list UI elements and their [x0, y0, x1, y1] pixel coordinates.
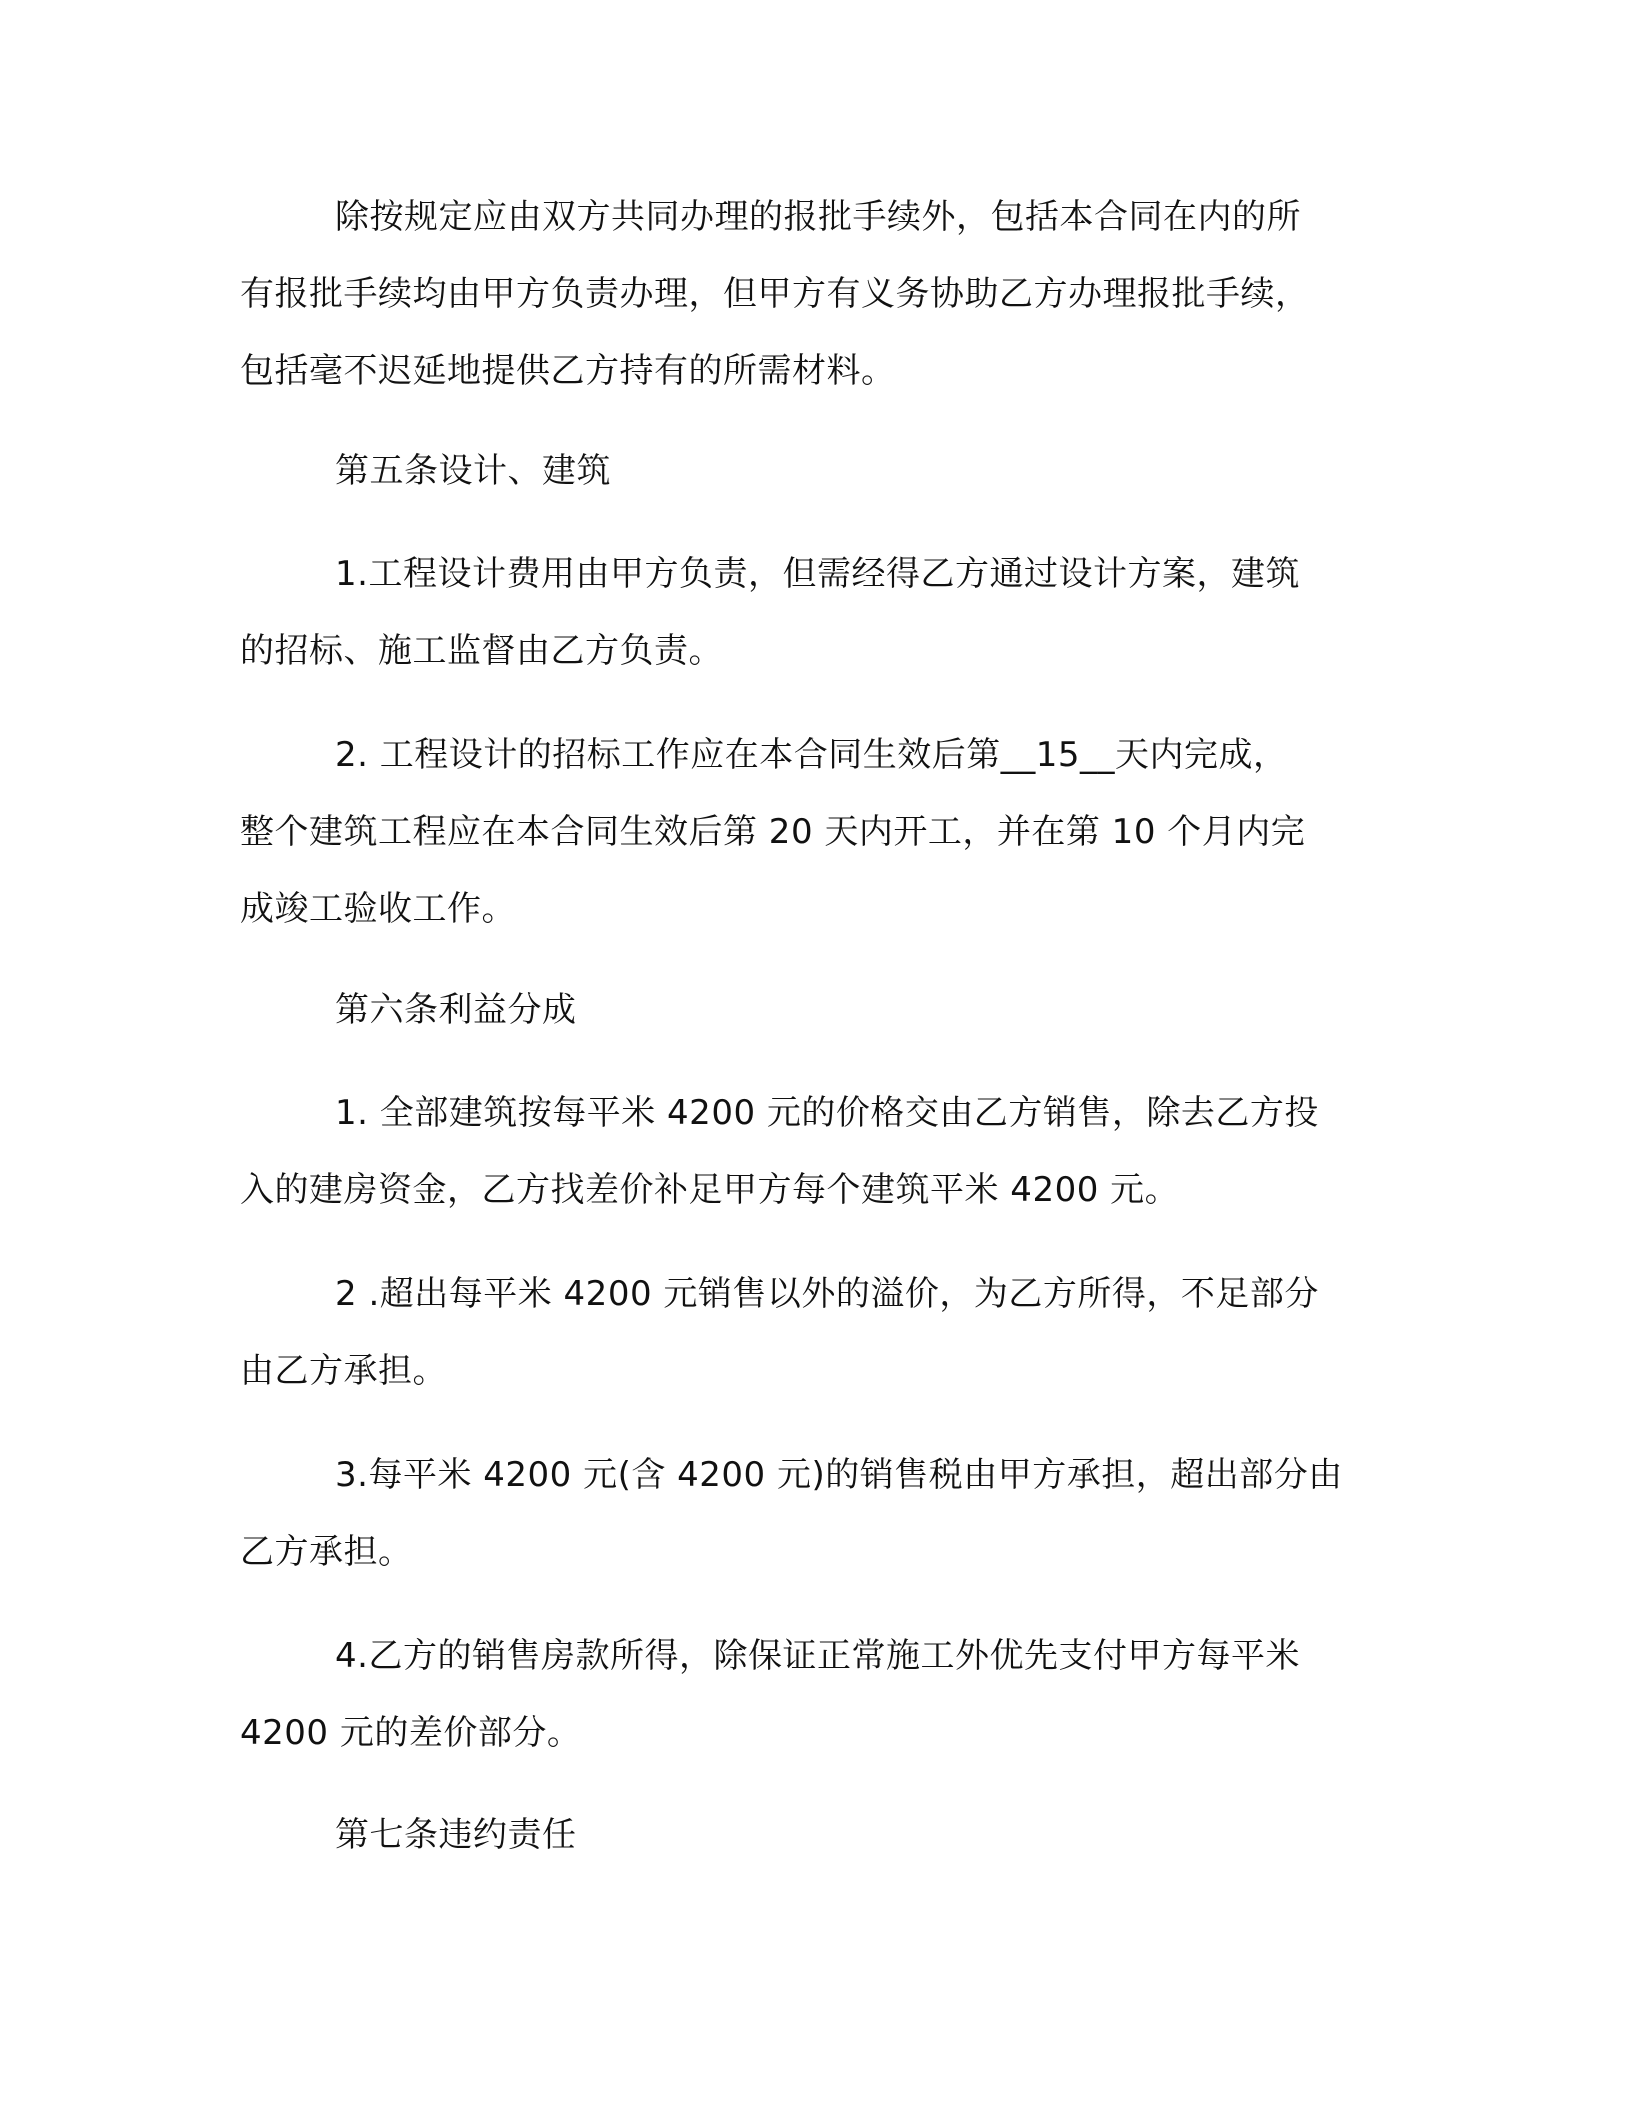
article-5-item-1-line-1: 1.工程设计费用由甲方负责，但需经得乙方通过设计方案，建筑 — [335, 554, 1300, 594]
article-5-item-2-line-2: 整个建筑工程应在本合同生效后第 20 天内开工，并在第 10 个月内完 — [240, 812, 1306, 852]
article-5-item-2-line-3: 成竣工验收工作。 — [240, 889, 516, 929]
paragraph-approval-line-2: 有报批手续均由甲方负责办理，但甲方有义务协助乙方办理报批手续， — [240, 274, 1310, 314]
article-6-item-3-line-2: 乙方承担。 — [240, 1532, 413, 1572]
article-5-heading: 第五条设计、建筑 — [335, 451, 611, 491]
article-6-item-2-line-1: 2 .超出每平米 4200 元销售以外的溢价，为乙方所得，不足部分 — [335, 1274, 1319, 1314]
article-5-item-2-line-1: 2. 工程设计的招标工作应在本合同生效后第__15__天内完成， — [335, 735, 1288, 775]
article-6-item-2-line-2: 由乙方承担。 — [240, 1351, 447, 1391]
article-6-item-4-line-1: 4.乙方的销售房款所得，除保证正常施工外优先支付甲方每平米 — [335, 1636, 1300, 1676]
article-7-heading: 第七条违约责任 — [335, 1815, 577, 1855]
paragraph-approval-line-1: 除按规定应由双方共同办理的报批手续外，包括本合同在内的所 — [335, 197, 1301, 237]
article-6-item-4-line-2: 4200 元的差价部分。 — [240, 1713, 582, 1753]
article-6-heading: 第六条利益分成 — [335, 990, 577, 1030]
article-6-item-3-line-1: 3.每平米 4200 元(含 4200 元)的销售税由甲方承担，超出部分由 — [335, 1455, 1343, 1495]
article-5-item-1-line-2: 的招标、施工监督由乙方负责。 — [240, 631, 723, 671]
paragraph-approval-line-3: 包括毫不迟延地提供乙方持有的所需材料。 — [240, 351, 896, 391]
article-6-item-1-line-1: 1. 全部建筑按每平米 4200 元的价格交由乙方销售，除去乙方投 — [335, 1093, 1319, 1133]
article-6-item-1-line-2: 入的建房资金，乙方找差价补足甲方每个建筑平米 4200 元。 — [240, 1170, 1180, 1210]
